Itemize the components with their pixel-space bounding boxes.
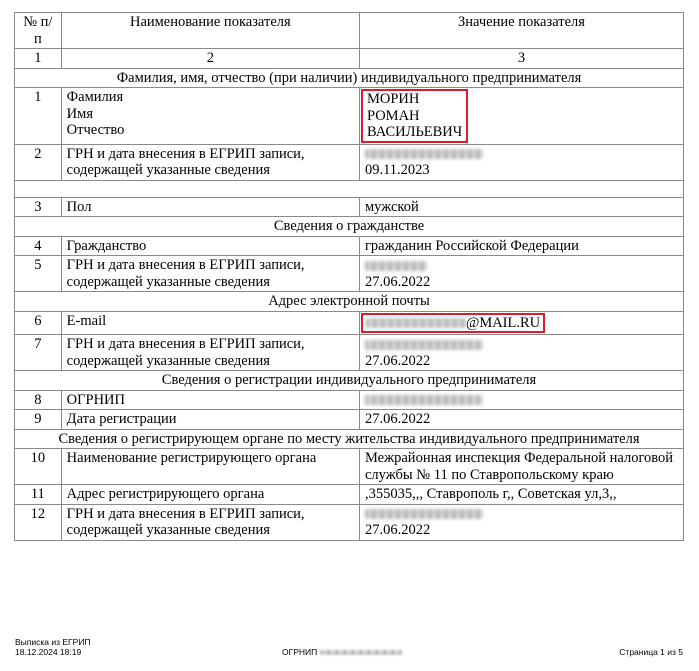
value-first-name: РОМАН bbox=[366, 107, 420, 124]
row-number: 9 bbox=[15, 410, 62, 430]
table-row bbox=[15, 335, 684, 371]
record-date: 09.11.2023 bbox=[364, 162, 430, 178]
row-value bbox=[359, 335, 683, 371]
record-date: 27.06.2022 bbox=[364, 352, 431, 369]
footer-page-number: Страница 1 из 5 bbox=[619, 647, 683, 657]
footer-ogrnip-label: ОГРНИП bbox=[282, 647, 318, 657]
redacted-ogrnip bbox=[365, 392, 483, 408]
row-number: 5 bbox=[15, 256, 62, 292]
row-number: 4 bbox=[15, 236, 62, 256]
row-number: 10 bbox=[15, 449, 62, 485]
row-number: 7 bbox=[15, 335, 62, 371]
row-value bbox=[359, 311, 683, 335]
redacted-grn bbox=[365, 146, 678, 163]
value-surname: МОРИН bbox=[366, 91, 420, 107]
table-row bbox=[15, 390, 684, 410]
row-label: ГРН и дата внесения в ЕГРИП записи, содержащей указанные сведения bbox=[61, 504, 359, 540]
table-row bbox=[15, 197, 684, 217]
row-value bbox=[359, 504, 683, 540]
label-surname: Фамилия bbox=[66, 89, 124, 105]
egrip-extract-table bbox=[14, 12, 684, 541]
table-row bbox=[15, 449, 684, 485]
row-value bbox=[359, 144, 683, 180]
row-label: ГРН и дата внесения в ЕГРИП записи, содержащей указанные сведения bbox=[61, 144, 359, 180]
email-domain: @MAIL.RU bbox=[465, 314, 541, 331]
section-title: Адрес электронной почты bbox=[15, 292, 684, 312]
table-row bbox=[15, 256, 684, 292]
column-number: 1 bbox=[15, 49, 62, 69]
table-row bbox=[15, 88, 684, 145]
redacted-footer-ogrnip bbox=[320, 650, 402, 655]
footer-doc-name: Выписка из ЕГРИП bbox=[15, 637, 91, 647]
footer-ogrnip bbox=[282, 647, 402, 657]
row-value bbox=[359, 256, 683, 292]
row-number: 3 bbox=[15, 197, 62, 217]
section-row-authority bbox=[15, 429, 684, 449]
section-title: Фамилия, имя, отчество (при наличии) индивидуального предпринимателя bbox=[15, 68, 684, 88]
redacted-grn bbox=[365, 257, 678, 274]
row-label: ГРН и дата внесения в ЕГРИП записи, содержащей указанные сведения bbox=[61, 335, 359, 371]
row-value: гражданин Российской Федерации bbox=[359, 236, 683, 256]
label-patronymic: Отчество bbox=[66, 122, 125, 138]
row-value: ,355035,,, Ставрополь г,, Советская ул,3,, bbox=[359, 485, 683, 505]
redacted-grn bbox=[365, 336, 678, 353]
row-label: Дата регистрации bbox=[61, 410, 359, 430]
row-label: ОГРНИП bbox=[61, 390, 359, 410]
section-title: Сведения о регистрирующем органе по месту жительства индивидуального предпринимателя bbox=[15, 429, 684, 449]
row-label: Пол bbox=[61, 197, 359, 217]
header-number: № п/п bbox=[15, 13, 62, 49]
record-date: 27.06.2022 bbox=[364, 522, 431, 538]
section-row-registration bbox=[15, 371, 684, 391]
table-row bbox=[15, 144, 684, 180]
column-number: 2 bbox=[61, 49, 359, 69]
section-title: Сведения о регистрации индивидуального предпринимателя bbox=[15, 371, 684, 391]
redacted-email-local-part bbox=[366, 318, 466, 328]
row-value: Межрайонная инспекция Федеральной налоговой службы № 11 по Ставропольскому краю bbox=[359, 449, 683, 485]
row-label bbox=[61, 88, 359, 145]
column-numbers-row bbox=[15, 49, 684, 69]
highlight-box-fio bbox=[361, 89, 468, 143]
row-number: 12 bbox=[15, 504, 62, 540]
row-number: 6 bbox=[15, 311, 62, 335]
section-row-email bbox=[15, 292, 684, 312]
row-number: 11 bbox=[15, 485, 62, 505]
header-row bbox=[15, 13, 684, 49]
highlight-box-email bbox=[361, 313, 545, 334]
record-date: 27.06.2022 bbox=[364, 273, 431, 290]
row-value bbox=[359, 390, 683, 410]
row-label: E-mail bbox=[61, 311, 359, 335]
row-number: 1 bbox=[15, 88, 62, 145]
table-row bbox=[15, 485, 684, 505]
row-value: мужской bbox=[359, 197, 683, 217]
row-value: 27.06.2022 bbox=[359, 410, 683, 430]
redacted-grn bbox=[365, 506, 678, 523]
header-value: Значение показателя bbox=[359, 13, 683, 49]
table-row bbox=[15, 236, 684, 256]
section-row-fio bbox=[15, 68, 684, 88]
table-row bbox=[15, 504, 684, 540]
footer-doc-info bbox=[15, 637, 91, 657]
empty-row bbox=[15, 180, 684, 197]
row-label: Гражданство bbox=[61, 236, 359, 256]
row-number: 2 bbox=[15, 144, 62, 180]
label-first-name: Имя bbox=[66, 105, 93, 122]
column-number: 3 bbox=[359, 49, 683, 69]
row-label: Наименование регистрирующего органа bbox=[61, 449, 359, 485]
empty-cell bbox=[15, 180, 684, 197]
table-row bbox=[15, 410, 684, 430]
footer-timestamp: 18.12.2024 18:19 bbox=[15, 647, 82, 657]
row-number: 8 bbox=[15, 390, 62, 410]
row-label: Адрес регистрирующего органа bbox=[61, 485, 359, 505]
row-label: ГРН и дата внесения в ЕГРИП записи, содержащей указанные сведения bbox=[61, 256, 359, 292]
row-value bbox=[359, 88, 683, 145]
table-row bbox=[15, 311, 684, 335]
section-row-citizenship bbox=[15, 217, 684, 237]
value-patronymic: ВАСИЛЬЕВИЧ bbox=[366, 124, 463, 140]
header-indicator: Наименование показателя bbox=[61, 13, 359, 49]
section-title: Сведения о гражданстве bbox=[15, 217, 684, 237]
